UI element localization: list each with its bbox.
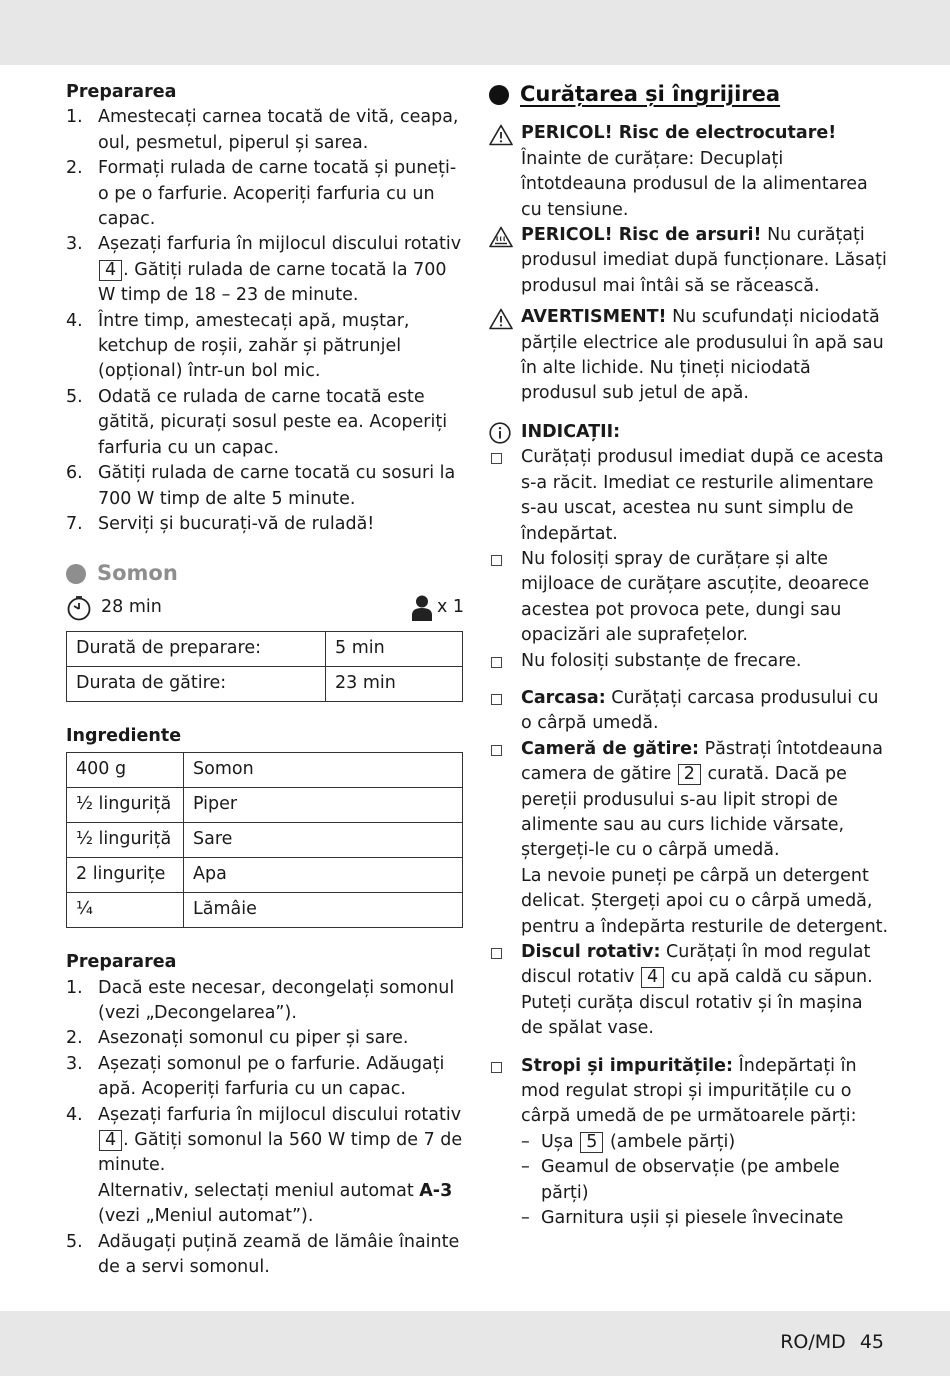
part-number-box: 4 bbox=[99, 1130, 122, 1151]
cleaning-heading: Curățarea și îngrijirea bbox=[489, 82, 889, 107]
list-item: 1. Amestecați carnea tocată de vită, ceapa, oul, pesmetul, piperul și sarea. bbox=[66, 107, 459, 153]
part-number-box: 5 bbox=[580, 1132, 603, 1153]
part-number-box: 2 bbox=[678, 764, 701, 785]
list-item: 7. Serviți și bucurați-vă de ruladă! bbox=[66, 513, 375, 534]
list-item: 2. Formați rulada de carne tocată și puneți-o pe o farfurie. Acoperiți farfuria cu un capac. bbox=[66, 158, 457, 230]
list-item: Discul rotativ: Curățați în mod regulat discul rotativ 4 cu apă caldă cu săpun. Puteți curăța discul rotativ și în mașina de spălat vase. bbox=[489, 940, 889, 1042]
prep1-title: Prepararea bbox=[66, 82, 177, 102]
list-item: Cameră de gătire: Păstrați întotdeauna camera de gătire 2 curată. Dacă pe pereții produsului s-au lipit stropi de alimente sau au curs lichide vărsate, ștergeți-le cu o cârpă umedă. La nevoie puneți pe cârpă un detergent delicat. Ștergeți apoi cu o cârpă umedă, pentru a îndepărta resturile de detergent. bbox=[489, 737, 889, 940]
list-item: 4. Așezați farfuria în mijlocul discului rotativ 4 . Gătiți somonul la 560 W timp de 7 de minute. Alternativ, selectați meniul automat A-3 (vezi „Meniul automat”). bbox=[66, 1104, 463, 1227]
table-row: ½ linguriță Sare bbox=[67, 823, 463, 858]
warning-triangle-icon bbox=[489, 308, 513, 330]
servings: x 1 bbox=[436, 597, 464, 618]
duration-table bbox=[66, 631, 463, 702]
total-time: 28 min bbox=[101, 597, 162, 618]
stopwatch-icon bbox=[66, 595, 92, 621]
checkbox-square-icon bbox=[491, 1062, 502, 1073]
person-icon bbox=[411, 595, 433, 621]
list-item: 3. Așezați farfuria în mijlocul discului rotativ 4 . Gătiți rulada de carne tocată la 700 W timp de 18 – 23 de minute. bbox=[66, 234, 462, 306]
list-item: – Ușa 5 (ambele părți) bbox=[521, 1130, 889, 1155]
top-band bbox=[0, 0, 950, 65]
warning-triangle-icon bbox=[489, 124, 513, 146]
list-item: 6. Gătiți rulada de carne tocată cu sosuri la 700 W timp de alte 5 minute. bbox=[66, 463, 456, 509]
warning-burn: PERICOL! Risc de arsuri! Nu curățați produsul imediat după funcționare. Lăsați produsul mai întâi să se răcească. bbox=[489, 223, 889, 299]
checkbox-square-icon bbox=[491, 657, 502, 668]
somon-heading: Somon bbox=[66, 561, 464, 586]
part-number-box: 4 bbox=[99, 260, 122, 281]
list-item: 1. Dacă este necesar, decongelați somonul (vezi „Decongelarea”). bbox=[66, 977, 455, 1023]
warning-electric: PERICOL! Risc de electrocutare! Înainte de curățare: Decuplați întotdeauna produsul de la alimentarea cu tensiune. bbox=[489, 121, 889, 223]
table-row: Durata de gătire: 23 min bbox=[67, 666, 463, 701]
list-item: Nu folosiți spray de curățare și alte mijloace de curățare ascuțite, deoarece acestea pot provoca pete, dungi sau opacizări ale suprafețelor. bbox=[489, 547, 889, 649]
left-column bbox=[66, 80, 464, 1280]
right-column bbox=[489, 80, 889, 1231]
language-code: RO/MD bbox=[780, 1331, 846, 1353]
table-row: Durată de preparare: 5 min bbox=[67, 631, 463, 666]
list-item: – Garnitura ușii și piesele învecinate bbox=[521, 1206, 889, 1231]
parts-list bbox=[521, 1130, 889, 1232]
table-row: ¼ Lămâie bbox=[67, 893, 463, 928]
part-number-box: 4 bbox=[641, 967, 664, 988]
notes-heading: INDICAȚII: bbox=[489, 420, 889, 445]
list-item: 3. Așezați somonul pe o farfurie. Adăugați apă. Acoperiți farfuria cu un capac. bbox=[66, 1053, 445, 1100]
list-item: 4. Între timp, amestecați apă, muștar, ketchup de roșii, zahăr și pătrunjel (opțional) într-un bol mic. bbox=[66, 310, 410, 382]
list-item: Nu folosiți substanțe de frecare. bbox=[489, 649, 889, 674]
warning-water: AVERTISMENT! Nu scufundați niciodată părțile electrice ale produsului în apă sau în alte lichide. Nu țineți niciodată produsul sub jetul de apă. bbox=[489, 305, 889, 407]
list-item: 2. Asezonați somonul cu piper și sare. bbox=[66, 1028, 409, 1049]
recipe-meta bbox=[66, 595, 464, 621]
list-item: Carcasa: Curățați carcasa produsului cu o cârpă umedă. bbox=[489, 686, 889, 737]
list-item: 5. Adăugați puțină zeamă de lămâie înainte de a servi somonul. bbox=[66, 1231, 460, 1277]
checkbox-square-icon bbox=[491, 453, 502, 464]
page-footer bbox=[766, 1331, 884, 1353]
checkbox-square-icon bbox=[491, 745, 502, 756]
hot-surface-icon bbox=[489, 226, 513, 248]
table-row: ½ linguriță Piper bbox=[67, 788, 463, 823]
info-icon bbox=[489, 422, 511, 444]
checkbox-square-icon bbox=[491, 948, 502, 959]
list-item: Curățați produsul imediat după ce acesta s-a răcit. Imediat ce resturile alimentare s-au uscat, acestea nu sunt simplu de îndepărtat. bbox=[489, 445, 889, 547]
checkbox-square-icon bbox=[491, 555, 502, 566]
bullet-dot-icon bbox=[489, 85, 509, 105]
prep2-title: Prepararea bbox=[66, 952, 177, 973]
list-item: 5. Odată ce rulada de carne tocată este gătită, picurați sosul peste ea. Acoperiți farfuria cu un capac. bbox=[66, 386, 448, 458]
table-row: 400 g Somon bbox=[67, 753, 463, 788]
ingredients-table bbox=[66, 752, 463, 928]
checkbox-square-icon bbox=[491, 694, 502, 705]
list-item: Stropi și impuritățile: Îndepărtați în mod regulat stropi și impuritățile cu o cârpă umedă de pe următoarele părți: – Ușa 5 (ambele părți) – Geamul de observație (pe ambele părți) – Garnitura ușii și piesele învecinate bbox=[489, 1054, 889, 1232]
page-number: 45 bbox=[859, 1331, 884, 1353]
ingredients-title: Ingrediente bbox=[66, 725, 182, 746]
table-row: 2 lingurițe Apa bbox=[67, 858, 463, 893]
bullet-dot-icon bbox=[66, 564, 86, 584]
prep1-steps bbox=[66, 105, 464, 537]
list-item: – Geamul de observație (pe ambele părți) bbox=[521, 1155, 889, 1206]
prep2-steps bbox=[66, 976, 464, 1281]
